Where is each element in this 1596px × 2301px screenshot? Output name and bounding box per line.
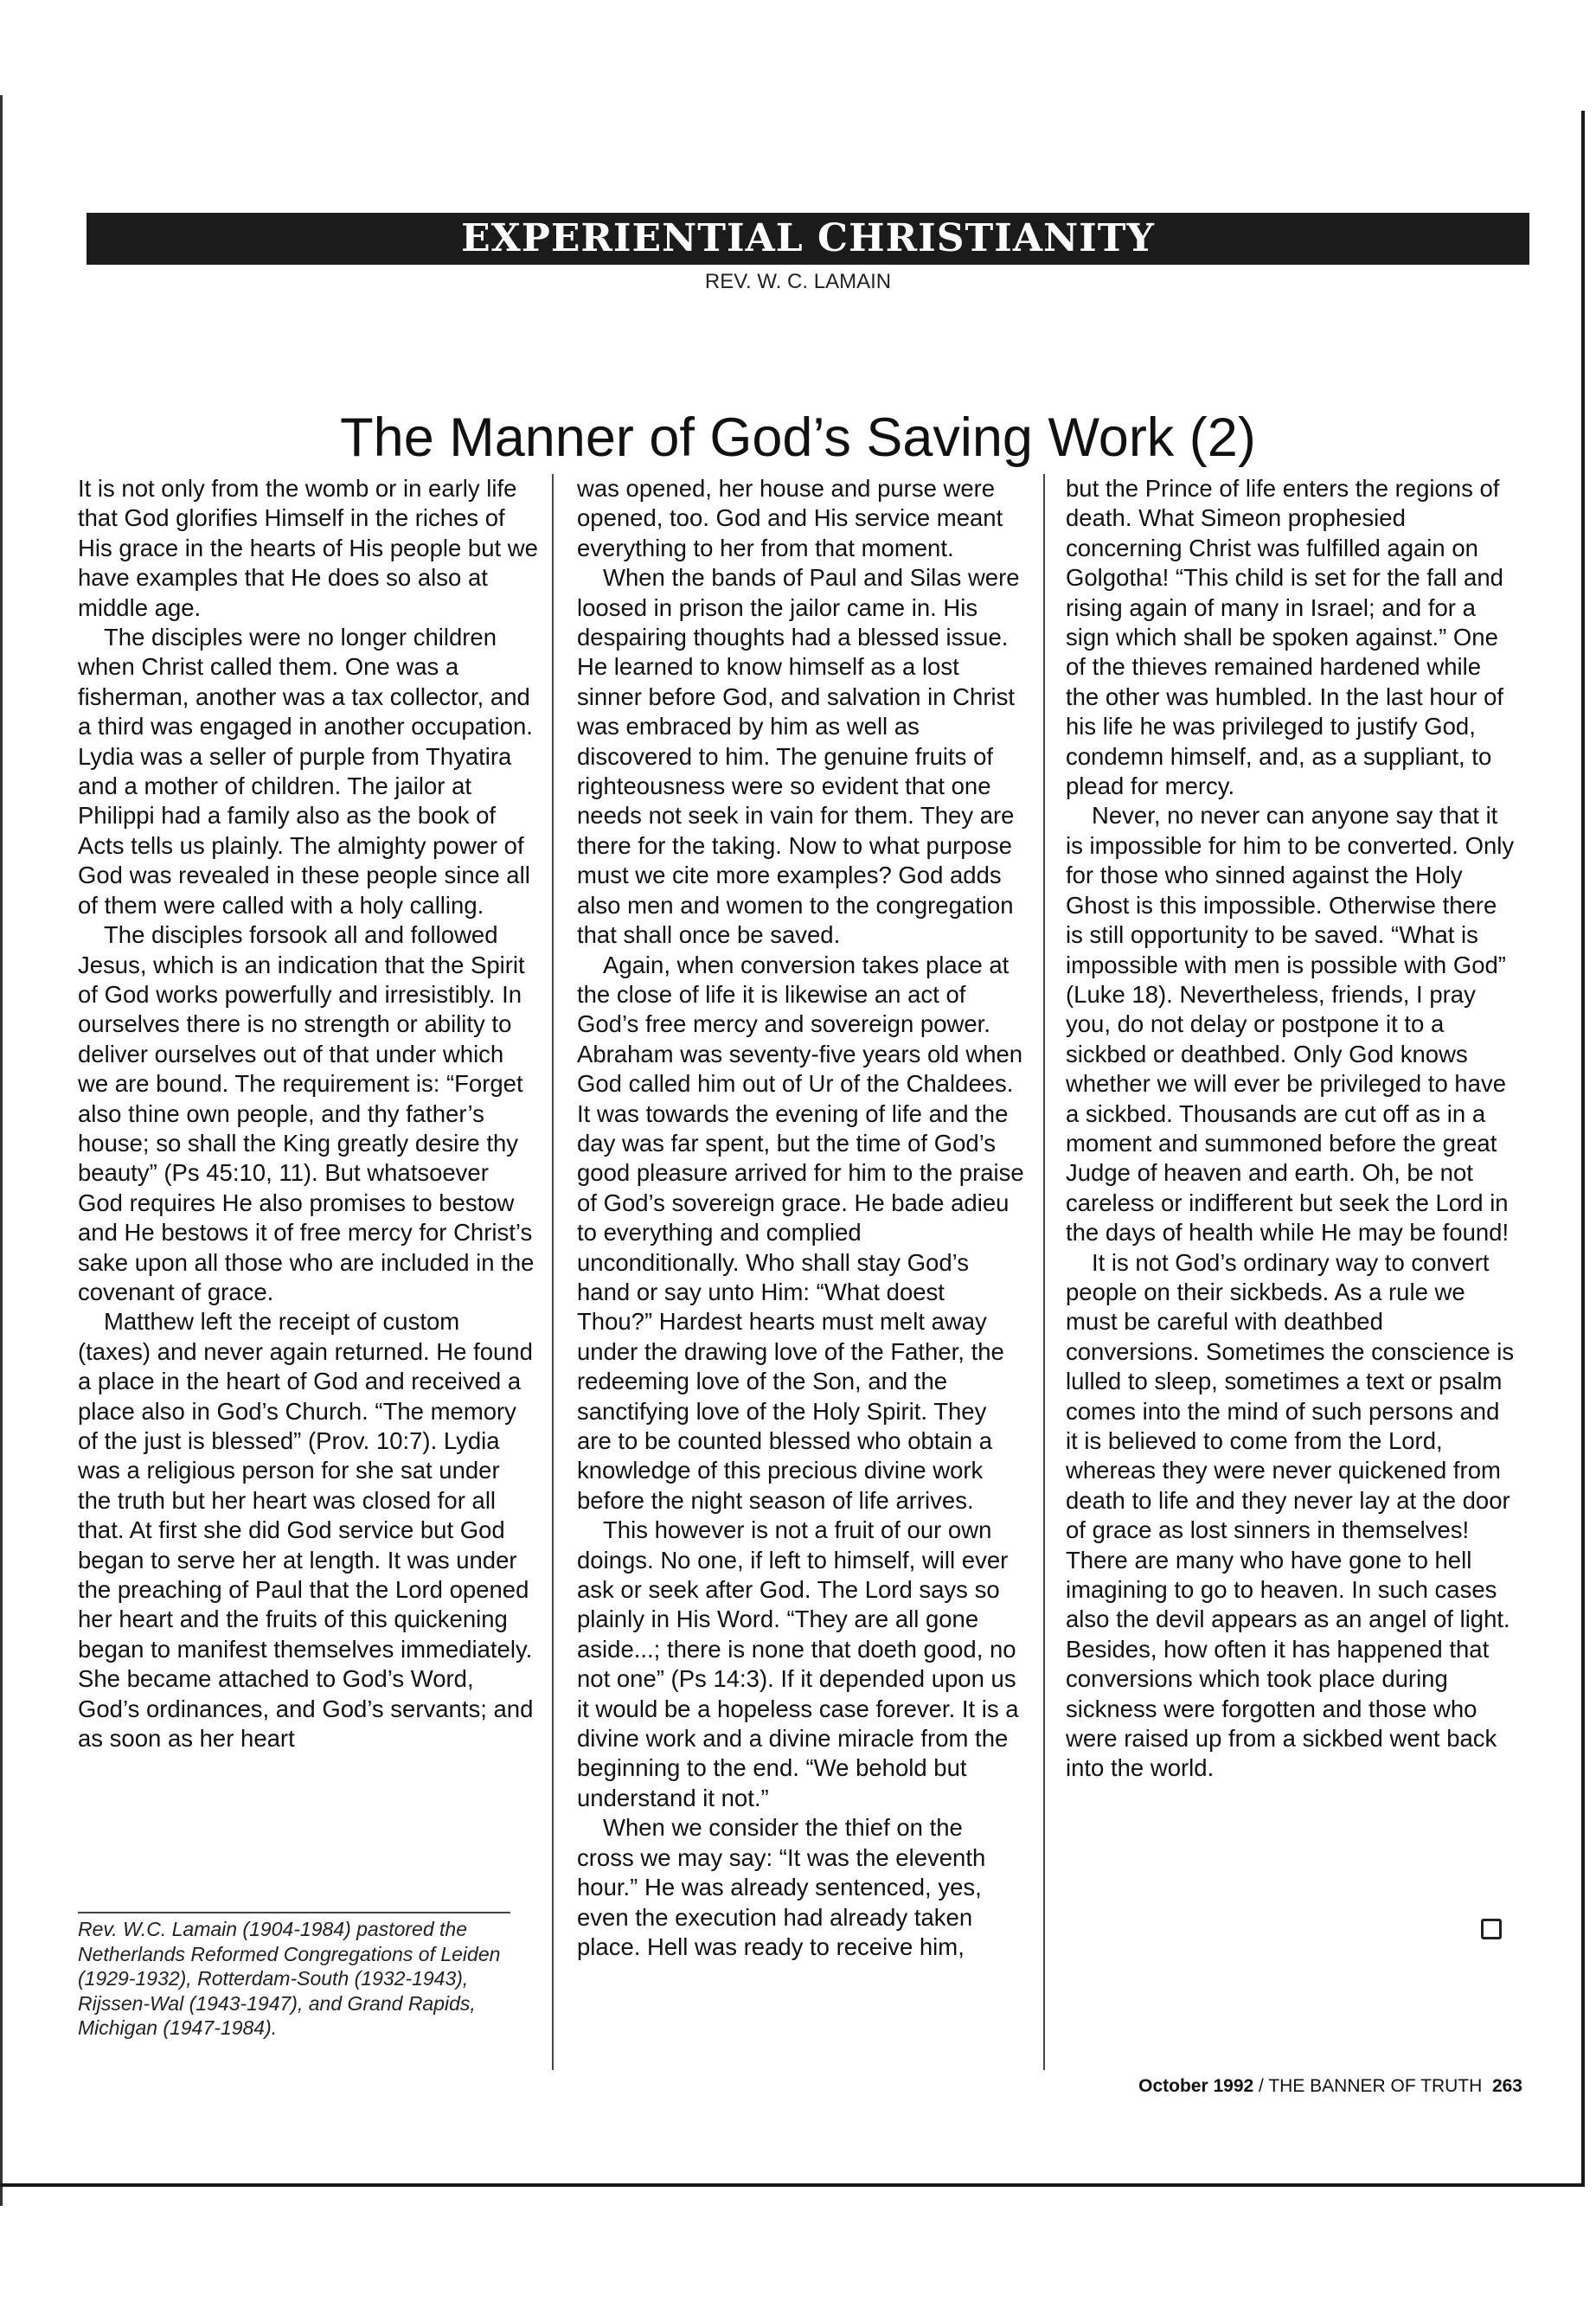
article-title: The Manner of God’s Saving Work (2) — [340, 407, 1256, 468]
author-note-rule — [78, 1912, 510, 1913]
paragraph: When we consider the thief on the cross we may say: “It was the eleventh hour.” He was already sentenced, yes, even the execution had already taken place. Hell was ready to receive him, — [577, 1814, 986, 1960]
column-divider — [1043, 474, 1045, 2070]
end-of-article-box-icon — [1481, 1919, 1502, 1939]
article-column-2 — [577, 474, 1025, 1962]
publication-name: THE BANNER OF TRUTH — [1268, 2076, 1483, 2096]
author-byline: REV. W. C. LAMAIN — [704, 270, 892, 293]
issue-date: October 1992 — [1138, 2076, 1254, 2096]
article-column-3 — [1066, 474, 1517, 1784]
paragraph: Never, no never can anyone say that it is impossible for him to be converted. Only for those who sinned against the Holy Ghost is this impossible. Otherwise there is still opportunity to be saved. “What is impossible with men is possible with God” (Luke 18). Nevertheless, friends, I pray you, do not delay or postpone it to a sickbed or deathbed. Only God knows whether we will ever be privileged to have a sickbed. Thousands are cut off as in a moment and summoned before the great Judge of heaven and earth. Oh, be not careless or indifferent but seek the Lord in the days of health while He may be found! — [1066, 802, 1515, 1247]
article-column-1 — [78, 474, 538, 1753]
paragraph: but the Prince of life enters the regions of death. What Simeon prophesied concerning Christ was fulfilled again on Golgotha! “This child is set for the fall and rising again of many in Israel; and for a sign which shall be spoken against.” One of the thieves remained hardened while the other was humbled. In the last hour of his life he was privileged to justify God, condemn himself, and, as a suppliant, to plead for mercy. — [1066, 475, 1503, 800]
page-footer — [969, 2076, 1522, 2097]
paragraph: This however is not a fruit of our own doings. No one, if left to himself, will ever ask or seek after God. The Lord says so plainly in His Word. “They are all gone aside...; there is none that doeth good, no not one” (Ps 14:3). If it depended upon us it would be a hopeless case forever. It is a divine work and a divine miracle from the beginning to the end. “We behold but understand it not.” — [577, 1516, 1019, 1811]
paragraph: When the bands of Paul and Silas were loosed in prison the jailor came in. His despairing thoughts had a blessed issue. He learned to know himself as a lost sinner before God, and salvation in Christ was embraced by him as well as discovered to him. The genuine fruits of righteousness were so evident that one needs not seek in vain for them. They are there for the taking. Now to what purpose must we cite more examples? God adds also men and women to the congregation that shall once be saved. — [577, 564, 1020, 949]
paragraph: Again, when conversion takes place at the close of life it is likewise an act of God’s free mercy and sovereign power. Abraham was seventy-five years old when God called him out of Ur of the Chaldees. It was towards the evening of life and the day was far spent, but the time of God’s good pleasure arrived for him to the praise of God’s sovereign grace. He bade adieu to everything and complied unconditionally. Who shall stay God’s hand or say unto Him: “What doest Thou?” Hardest hearts must melt away under the drawing love of the Father, the redeeming love of the Son, and the sanctifying love of the Holy Spirit. They are to be counted blessed who obtain a knowledge of this precious divine work before the night season of life arrives. — [577, 951, 1024, 1514]
paragraph: was opened, her house and purse were opened, too. God and His service meant everything to her from that moment. — [577, 475, 1003, 561]
author-note: Rev. W.C. Lamain (1904-1984) pastored the Netherlands Reformed Congregations of Leiden (1929-1932), Rotterdam-South (1932-1943), Rijssen-Wal (1943-1947), and Grand Rapids, Michigan (1947-1984). — [78, 1918, 501, 2039]
section-banner: EXPERIENTIAL CHRISTIANITY — [87, 213, 1529, 265]
paragraph: It is not God’s ordinary way to convert people on their sickbeds. As a rule we must be careful with deathbed conversions. Sometimes the conscience is lulled to sleep, sometimes a text or psalm comes into the mind of such persons and it is believed to come from the Lord, whereas they were never quickened from death to life and they never lay at the door of grace as lost sinners in themselves! There are many who have gone to hell imagining to go to heaven. In such cases also the devil appears as an angel of light. Besides, how often it has happened that conversions which took place during sickness were forgotten and those who were raised up from a sickbed went back into the world. — [1066, 1248, 1515, 1782]
page-number: 263 — [1491, 2076, 1522, 2096]
paragraph: Matthew left the receipt of custom (taxes) and never again returned. He found a place in the heart of God and received a place also in God’s Church. “The memory of the just is blessed” (Prov. 10:7). Lydia was a religious person for she sat under the truth but her heart was closed for all that. At first she did God service but God began to serve her at length. It was under the preaching of Paul that the Lord opened her heart and the fruits of this quickening began to manifest themselves immediately. She became attached to God’s Word, God’s ordinances, and God’s servants; and as soon as her heart — [78, 1308, 534, 1753]
footer-separator: / — [1253, 2076, 1269, 2096]
paragraph: The disciples forsook all and followed Jesus, which is an indication that the Spirit of God works powerfully and irresistibly. In ourselves there is no strength or ability to deliver ourselves out of that under which we are bound. The requirement is: “Forget also thine own people, and thy father’s house; so shall the King greatly desire thy beauty” (Ps 45:10, 11). But whatsoever God requires He also promises to bestow and He bestows it of free mercy for Christ’s sake upon all those who are included in the covenant of grace. — [78, 921, 535, 1305]
paragraph: The disciples were no longer children when Christ called them. One was a fisherman, another was a tax collector, and a third was engaged in another occupation. Lydia was a seller of purple from Thyatira and a mother of children. The jailor at Philippi had a family also as the book of Acts tells us plainly. The almighty power of God was revealed in these people since all of them were called with a holy calling. — [78, 624, 533, 919]
paragraph: It is not only from the womb or in early life that God glorifies Himself in the riches of His grace in the hearts of His people but we have examples that He does so also at middle age. — [78, 475, 538, 621]
column-divider — [552, 474, 554, 2070]
